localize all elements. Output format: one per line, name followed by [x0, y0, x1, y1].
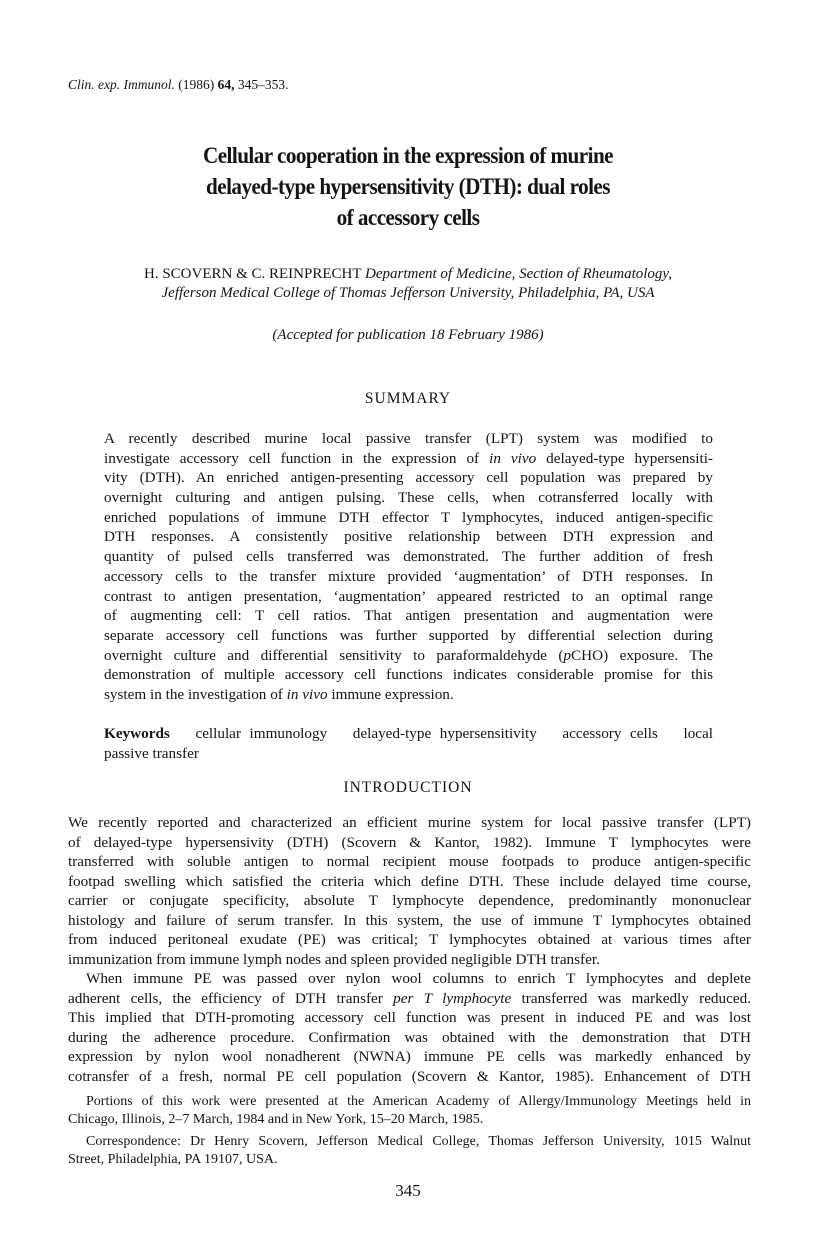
text-span: When immune PE was passed over nylon wool columns to enrich T lymphocytes and deplete: [86, 970, 751, 987]
journal-volume: 64,: [217, 77, 235, 92]
italic-text: p: [563, 646, 572, 664]
title-line: of accessory cells: [336, 205, 480, 230]
text-span: transferred with soluble antigen to normal recipient mouse footpads to produce antigen-specific: [68, 853, 751, 870]
footnotes: [68, 1093, 751, 1169]
footnote-line: Correspondence: Dr Henry Scovern, Jefferson Medical College, Thomas Jefferson University, 1015 Walnut: [86, 1134, 751, 1149]
authors-block: [0, 265, 816, 303]
journal-citation: [68, 76, 289, 94]
text-span: immune expression.: [327, 685, 454, 703]
text-span: overnight culture and differential sensitivity to paraformaldehyde (: [104, 646, 564, 664]
text-span: We recently reported and characterized an efficient murine system for local passive transfer (LPT): [68, 814, 751, 831]
text-line: [104, 449, 713, 469]
text-span: investigate accessory cell function in the expression of: [104, 449, 490, 467]
text-line: [68, 989, 751, 1009]
text-span: separate accessory cell functions was further supported by differential selection during: [104, 626, 713, 644]
text-line: [104, 606, 713, 626]
text-span: of augmenting cell: T cell ratios. That antigen presentation and augmentation were: [104, 607, 713, 625]
title-line: delayed-type hypersensitivity (DTH): dual roles: [206, 174, 610, 199]
text-span: accessory cells to the transfer mixture provided ‘augmentation’ of DTH responses. In: [104, 567, 713, 585]
text-span: CHO) exposure. The: [571, 646, 713, 664]
text-line: [68, 891, 751, 911]
keywords-block: [104, 724, 713, 763]
text-line: [104, 626, 713, 646]
text-span: overnight culturing and antigen pulsing. These cells, when cotransferred locally with: [104, 489, 713, 507]
italic-text: per T lymphocyte: [393, 989, 512, 1007]
journal-year: (1986): [178, 77, 215, 92]
text-span: adherent cells, the efficiency of DTH transfer: [68, 989, 394, 1007]
italic-text: in vivo: [489, 449, 537, 467]
text-span: contrast to antigen presentation, ‘augmentation’ appeared restricted to an optimal range: [104, 587, 713, 605]
text-line: [68, 833, 751, 853]
text-line: [68, 872, 751, 892]
text-span: from induced peritoneal exudate (PE) was critical; T lymphocytes obtained at various times after: [68, 931, 751, 948]
keywords-text: passive transfer: [104, 744, 199, 762]
text-line: [68, 911, 751, 931]
text-span: delayed-type hypersensiti-: [536, 449, 713, 467]
text-span: enriched populations of immune DTH effector T lymphocytes, induced antigen-specific: [104, 508, 713, 526]
text-line: [104, 527, 713, 547]
affiliation: Jefferson Medical College of Thomas Jefferson University, Philadelphia, PA, USA: [161, 285, 655, 301]
text-line: [68, 1008, 751, 1028]
text-line: [104, 587, 713, 607]
footnote-line: Portions of this work were presented at the American Academy of Allergy/Immunology Meetings held in: [86, 1094, 751, 1109]
text-span: DTH responses. A consistently positive relationship between DTH expression and: [104, 528, 713, 546]
text-span: quantity of pulsed cells transferred was demonstrated. The further addition of fresh: [104, 548, 713, 566]
paper-title: [0, 140, 816, 233]
text-line: [104, 468, 713, 488]
text-span: footpad swelling which satisfied the criteria which define DTH. These include delayed time course,: [68, 872, 751, 890]
text-span: system in the investigation of: [104, 685, 287, 703]
text-span: A recently described murine local passive transfer (LPT) system was modified to: [104, 430, 713, 447]
text-line: [68, 852, 751, 872]
text-line: [68, 1047, 751, 1067]
text-line: [68, 1028, 751, 1048]
introduction-heading: INTRODUCTION: [343, 779, 473, 796]
keywords-text: cellular immunology delayed-type hypersensitivity accessory cells local: [195, 725, 713, 742]
text-span: carrier or conjugate specificity, absolute T lymphocyte dependence, predominantly mononuclear: [68, 892, 751, 909]
introduction-body: [68, 813, 751, 1086]
text-line: [68, 950, 751, 970]
text-line: [104, 488, 713, 508]
text-line: [104, 646, 713, 666]
text-line: [68, 813, 751, 833]
journal-name: Clin. exp. Immunol.: [68, 77, 175, 92]
text-line: [104, 547, 713, 567]
affiliation: Department of Medicine, Section of Rheumatology,: [365, 266, 673, 282]
text-span: demonstration of multiple accessory cell functions indicates considerable promise for this: [104, 666, 713, 684]
text-span: This implied that DTH-promoting accessory cell function was present in induced PE and was lost: [68, 1009, 751, 1026]
italic-text: in vivo: [286, 685, 328, 703]
text-line: [104, 665, 713, 685]
title-line: Cellular cooperation in the expression of murine: [202, 143, 614, 168]
keywords-label: Keywords: [104, 725, 170, 742]
summary-heading: SUMMARY: [364, 390, 452, 407]
text-line: [104, 429, 713, 449]
footnote-line: Chicago, Illinois, 2–7 March, 1984 and in New York, 15–20 March, 1985.: [68, 1112, 484, 1127]
text-span: expression by nylon wool nonadherent (NWNA) immune PE cells was markedly enhanced by: [68, 1048, 751, 1065]
text-line: [104, 567, 713, 587]
text-span: transferred was markedly reduced.: [511, 989, 751, 1007]
accepted-date: (Accepted for publication 18 February 1986): [272, 327, 544, 343]
journal-pages: 345–353.: [237, 77, 289, 92]
text-span: immunization from immune lymph nodes and spleen provided negligible DTH transfer.: [68, 950, 600, 968]
footnote-line: Street, Philadelphia, PA 19107, USA.: [68, 1152, 278, 1167]
text-span: vity (DTH). An enriched antigen-presenting accessory cell population was prepared by: [104, 469, 713, 487]
text-line: [104, 508, 713, 528]
text-span: histology and failure of serum transfer. In this system, the use of immune T lymphocytes obtained: [68, 911, 751, 929]
text-line: [104, 685, 713, 705]
text-line: [68, 969, 751, 989]
author-names: H. SCOVERN & C. REINPRECHT: [143, 266, 362, 282]
text-span: cotransfer of a fresh, normal PE cell population (Scovern & Kantor, 1985). Enhancement of DTH: [68, 1067, 751, 1085]
page-number: 345: [395, 1181, 421, 1200]
text-line: [68, 1067, 751, 1087]
summary-body: [104, 429, 713, 705]
text-span: of delayed-type hypersensivity (DTH) (Scovern & Kantor, 1982). Immune T lymphocytes were: [68, 833, 751, 851]
text-line: [68, 930, 751, 950]
text-span: during the adherence procedure. Confirmation was obtained with the demonstration that DTH: [68, 1028, 751, 1046]
